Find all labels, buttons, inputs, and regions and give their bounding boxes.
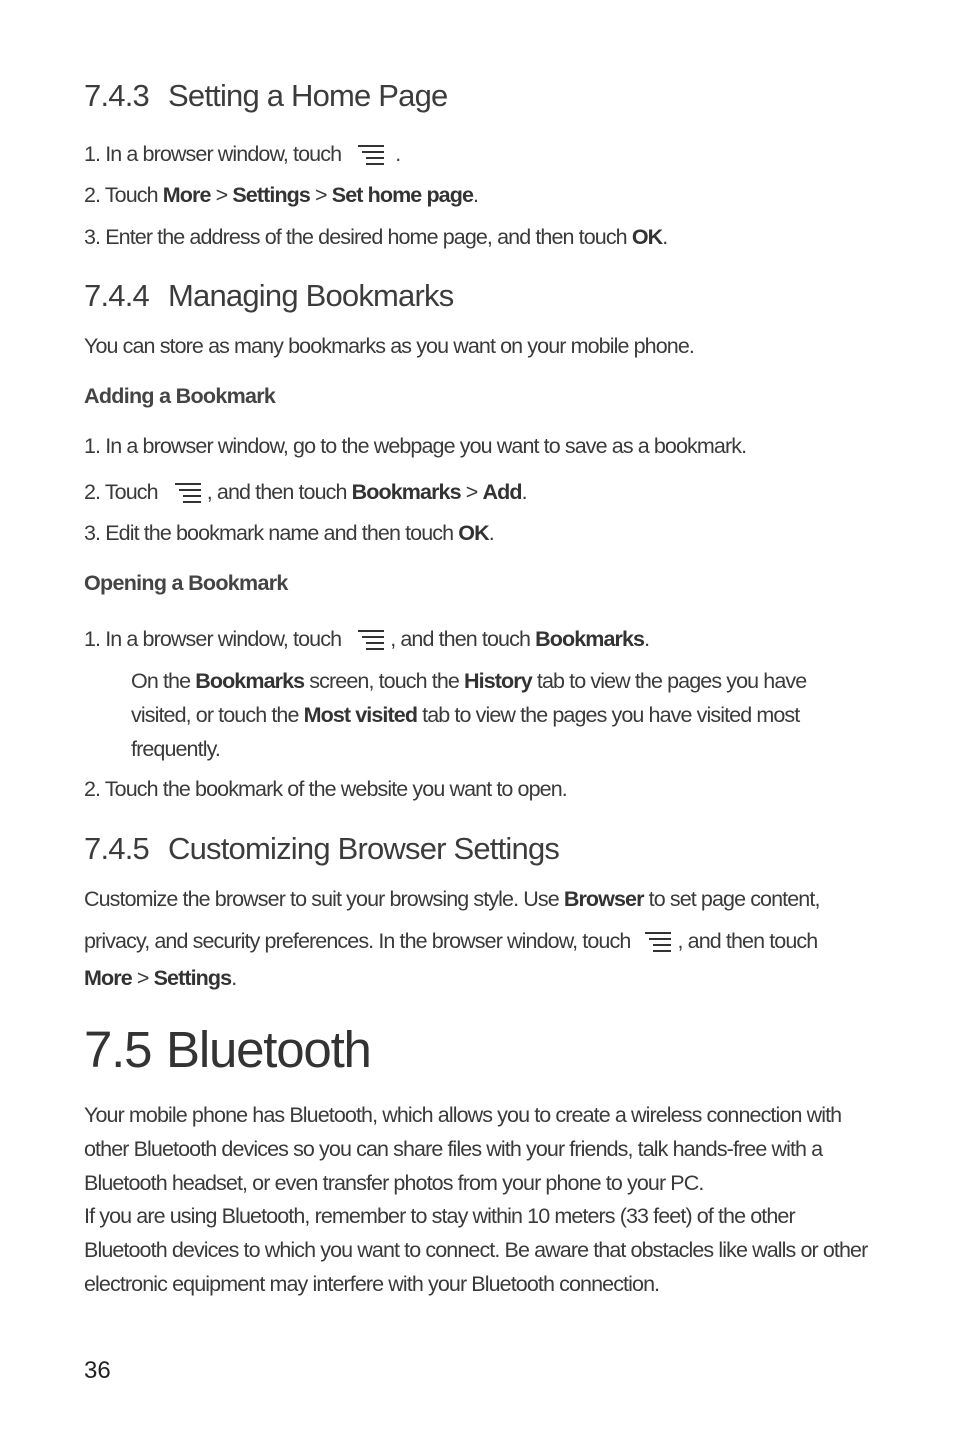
- open-step-note: [131, 664, 871, 766]
- step-text: , and then touch: [390, 627, 536, 651]
- path-separator: >: [131, 966, 154, 990]
- note-text: tab to view the pages you have visited, or touch the: [131, 669, 807, 727]
- section-heading-7-4-3: [84, 78, 447, 114]
- path-separator: >: [309, 183, 332, 207]
- step-text: .: [488, 521, 494, 545]
- menu-path-bookmarks: Bookmarks: [351, 480, 461, 504]
- menu-icon: [645, 930, 671, 952]
- section-number: 7.4.5: [84, 831, 149, 866]
- note-text: On the: [131, 669, 196, 693]
- settings-line-1: [84, 882, 820, 916]
- browser-label: Browser: [563, 887, 644, 911]
- step-1: [84, 137, 400, 171]
- step-text: 2. Touch: [84, 480, 158, 504]
- most-visited-tab-label: Most visited: [303, 703, 418, 727]
- step-text: .: [662, 225, 668, 249]
- note-text: screen, touch the: [304, 669, 465, 693]
- menu-path-settings: Settings: [232, 183, 310, 207]
- bookmarks-label: Bookmarks: [195, 669, 305, 693]
- menu-path-more: More: [84, 966, 132, 990]
- bluetooth-paragraph-1: Your mobile phone has Bluetooth, which allows you to create a wireless connection with other Bluetooth devices so you can share files with your friends, talk hands-free with a Bluetooth headset, or even transfer photos from your phone to your PC.: [84, 1103, 842, 1195]
- step-text: 1. In a browser window, touch: [84, 142, 342, 166]
- section-title: Managing Bookmarks: [168, 278, 454, 313]
- note-text: tab to view the pages you have visited most frequently.: [131, 703, 800, 761]
- menu-path-bookmarks: Bookmarks: [535, 627, 645, 651]
- body-text: privacy, and security preferences. In the browser window, touch: [84, 929, 631, 953]
- menu-path-more: More: [162, 183, 211, 207]
- step-text: .: [473, 183, 479, 207]
- history-tab-label: History: [464, 669, 532, 693]
- add-step-2: [84, 475, 527, 509]
- menu-icon: [358, 143, 384, 165]
- step-3: [84, 220, 667, 254]
- section-title: Setting a Home Page: [168, 78, 448, 113]
- section-title: Customizing Browser Settings: [168, 831, 560, 866]
- section-intro: You can store as many bookmarks as you want on your mobile phone.: [84, 334, 694, 358]
- step-text: 3. Enter the address of the desired home page, and then touch: [84, 225, 632, 249]
- section-heading-7-4-4: [84, 278, 453, 314]
- menu-path-settings: Settings: [153, 966, 232, 990]
- add-step-3: [84, 516, 494, 550]
- path-separator: >: [210, 183, 233, 207]
- step-text: 3. Edit the bookmark name and then touch: [84, 521, 459, 545]
- section-number: 7.4.3: [84, 78, 149, 113]
- menu-icon: [358, 628, 384, 650]
- bluetooth-paragraph-2: If you are using Bluetooth, remember to stay within 10 meters (33 feet) of the other Bluetooth devices to which you want to connect. Be aware that obstacles like walls or other electronic equipment may interfere with your Bluetooth connection.: [84, 1204, 868, 1296]
- section-heading-7-4-5: [84, 831, 559, 867]
- step-2: [84, 178, 478, 212]
- step-text: .: [395, 142, 401, 166]
- section-title: Bluetooth: [166, 1021, 371, 1078]
- add-step-1: 1. In a browser window, go to the webpage you want to save as a bookmark.: [84, 434, 747, 458]
- menu-path-set-home-page: Set home page: [331, 183, 474, 207]
- body-text: , and then touch: [677, 929, 818, 953]
- settings-line-2: [84, 924, 817, 958]
- path-separator: >: [460, 480, 483, 504]
- menu-path-add: Add: [482, 480, 522, 504]
- step-text: .: [644, 627, 650, 651]
- step-text: 1. In a browser window, touch: [84, 627, 342, 651]
- settings-line-3: [84, 961, 236, 995]
- open-step-1: [84, 622, 649, 656]
- section-number: 7.5: [84, 1021, 152, 1078]
- body-text: Customize the browser to suit your browsing style. Use: [84, 887, 564, 911]
- ok-label: OK: [458, 521, 489, 545]
- page-number: 36: [84, 1357, 111, 1384]
- open-step-2: 2. Touch the bookmark of the website you want to open.: [84, 777, 567, 801]
- body-text: .: [231, 966, 237, 990]
- step-text: .: [521, 480, 527, 504]
- section-heading-7-5: [84, 1020, 371, 1079]
- subheading-adding-bookmark: Adding a Bookmark: [84, 384, 276, 408]
- menu-icon: [175, 481, 201, 503]
- step-text: 2. Touch: [84, 183, 163, 207]
- ok-label: OK: [631, 225, 663, 249]
- step-text: , and then touch: [206, 480, 352, 504]
- body-text: to set page content,: [643, 887, 820, 911]
- subheading-opening-bookmark: Opening a Bookmark: [84, 571, 288, 595]
- section-number: 7.4.4: [84, 278, 149, 313]
